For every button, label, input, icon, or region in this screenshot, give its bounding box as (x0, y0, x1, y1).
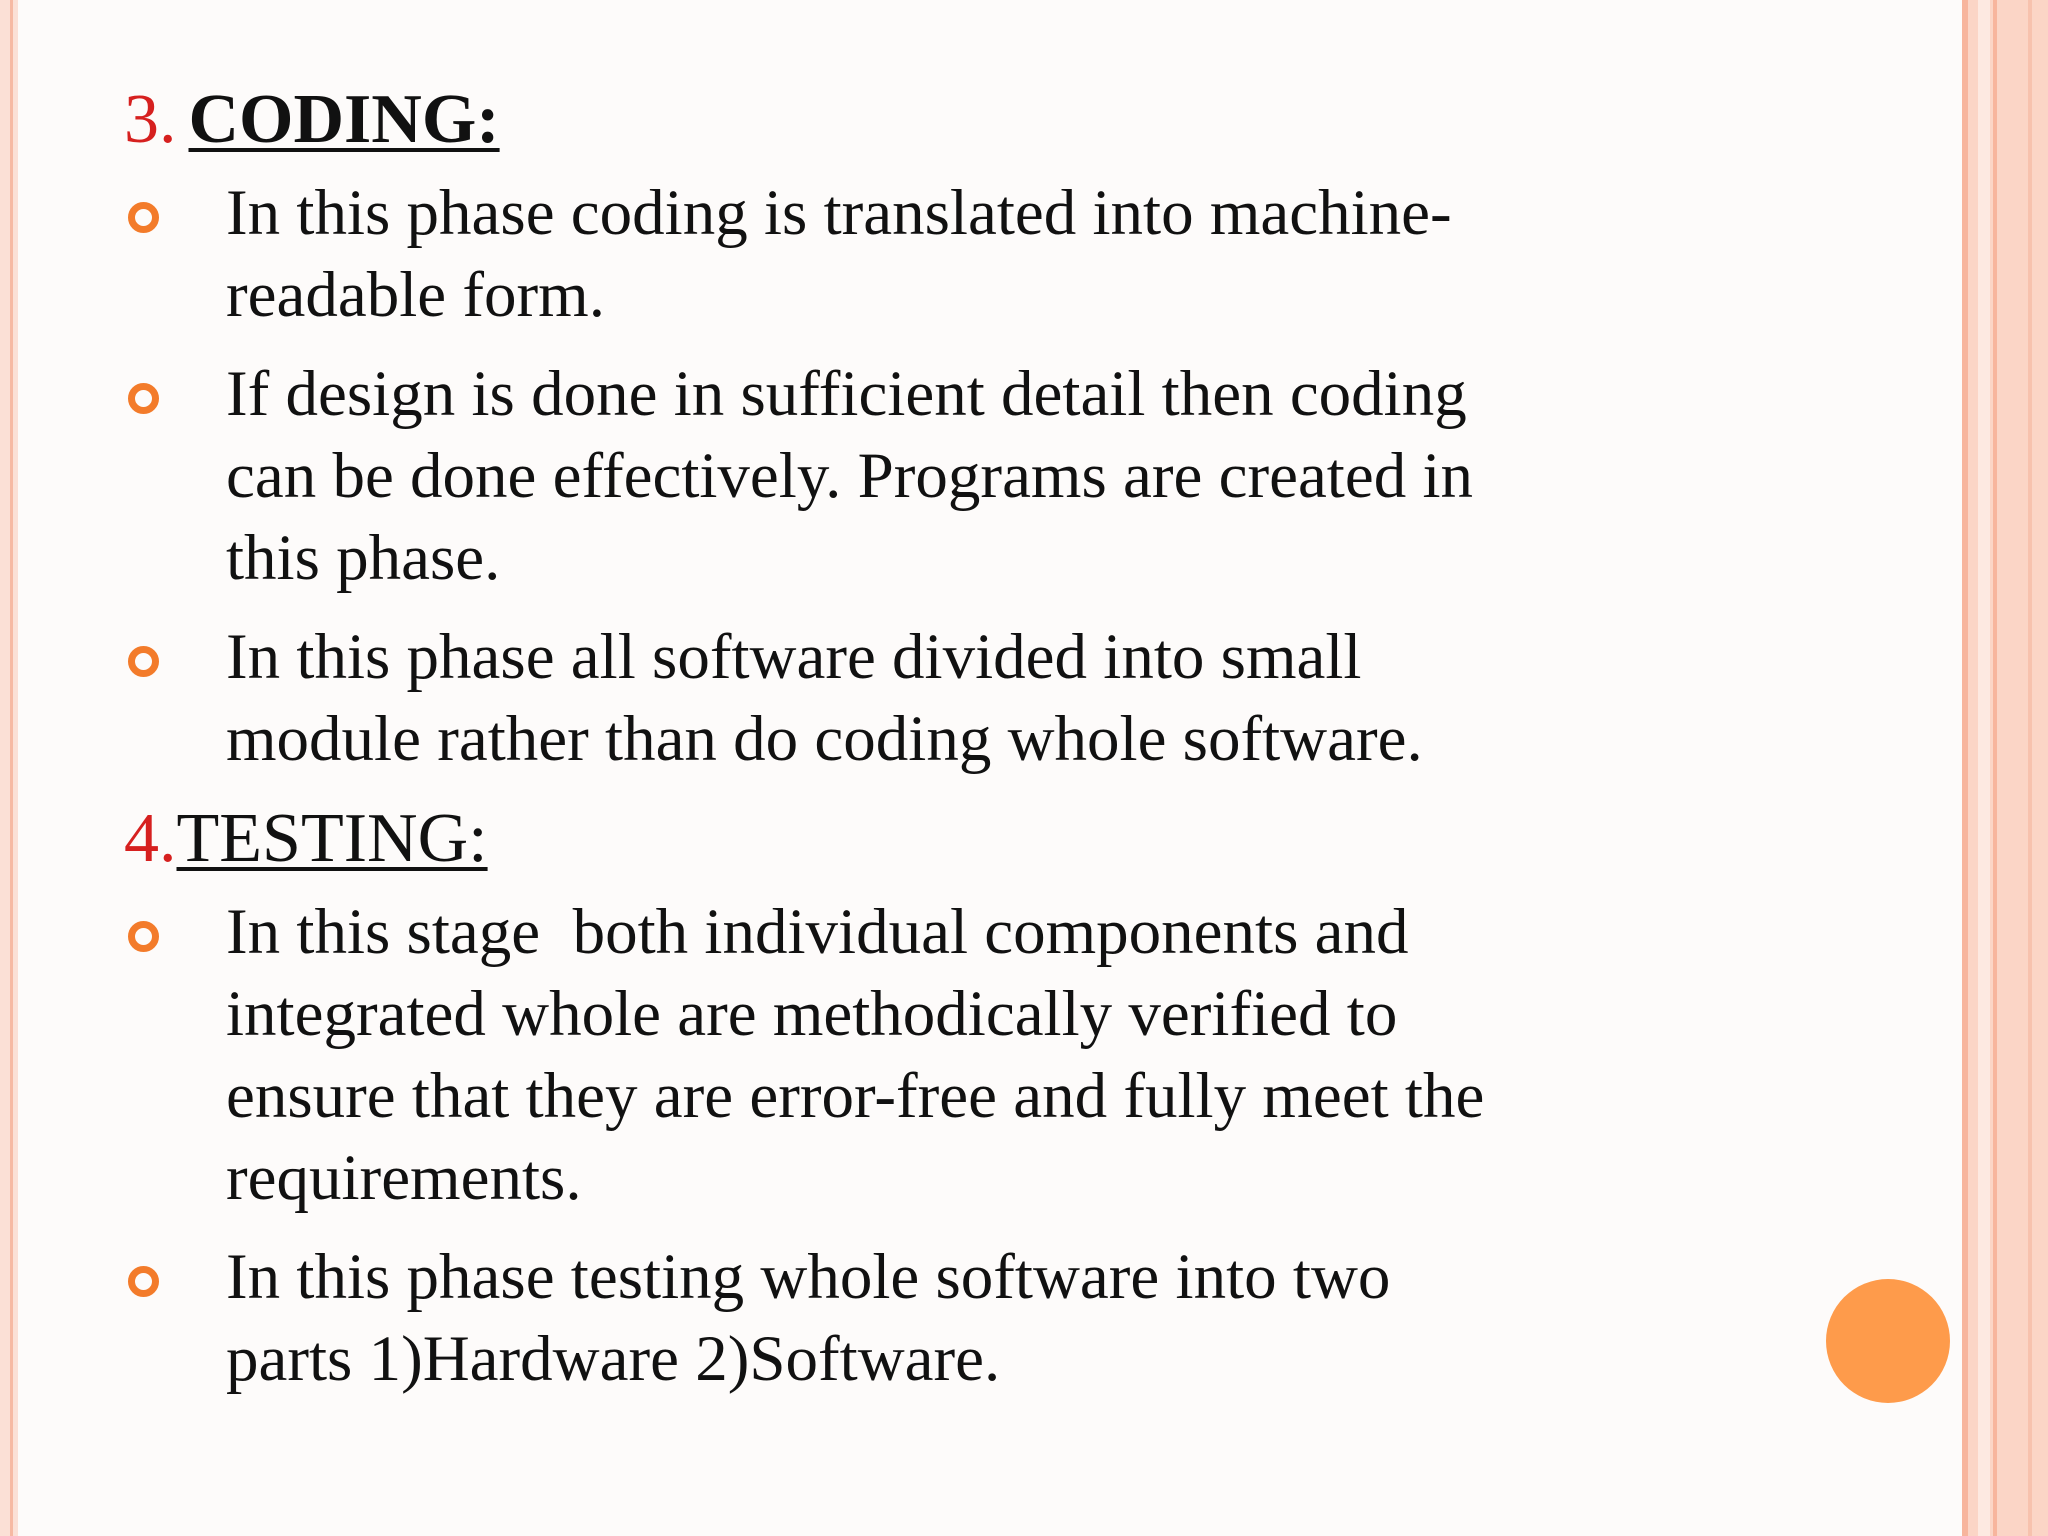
coding-heading-number: 3. (124, 81, 177, 158)
testing-heading (124, 797, 1854, 881)
circle-bullet-icon (128, 921, 159, 952)
right-frame-line (1993, 0, 1997, 1536)
coding-bullet-text: In this phase all software divided into small module rather than do coding whole software. (226, 621, 1423, 775)
coding-bullet (124, 172, 1854, 336)
circle-bullet-icon (128, 202, 159, 233)
coding-heading (124, 78, 1854, 162)
right-frame-line (1962, 0, 1968, 1536)
coding-bullet-text: In this phase coding is translated into machine- readable form. (226, 177, 1452, 331)
testing-heading-number: 4. (124, 800, 177, 877)
slide-content (124, 78, 1854, 1417)
right-frame-inner-stripe (1978, 0, 1990, 1536)
testing-heading-title: TESTING: (176, 800, 488, 877)
coding-section (124, 78, 1854, 780)
coding-bullet (124, 353, 1854, 599)
testing-bullet (124, 1236, 1854, 1400)
circle-bullet-icon (128, 1266, 159, 1297)
left-frame-band (0, 0, 18, 1536)
testing-bullet (124, 891, 1854, 1219)
coding-bullet (124, 616, 1854, 780)
circle-bullet-icon (128, 383, 159, 414)
testing-section (124, 797, 1854, 1400)
left-frame-line (10, 0, 13, 1536)
coding-bullet-text: If design is done in sufficient detail then coding can be done effectively. Programs are created in this phase. (226, 358, 1474, 594)
coding-heading-title: CODING: (188, 81, 500, 158)
testing-bullet-text: In this phase testing whole software into two parts 1)Hardware 2)Software. (226, 1241, 1391, 1395)
right-frame-line (2028, 0, 2032, 1536)
testing-bullet-text: In this stage both individual components and integrated whole are methodically verified to ensure that they are error-free and fully meet the requirements. (226, 896, 1485, 1214)
right-frame-band (1962, 0, 2048, 1536)
circle-bullet-icon (128, 646, 159, 677)
